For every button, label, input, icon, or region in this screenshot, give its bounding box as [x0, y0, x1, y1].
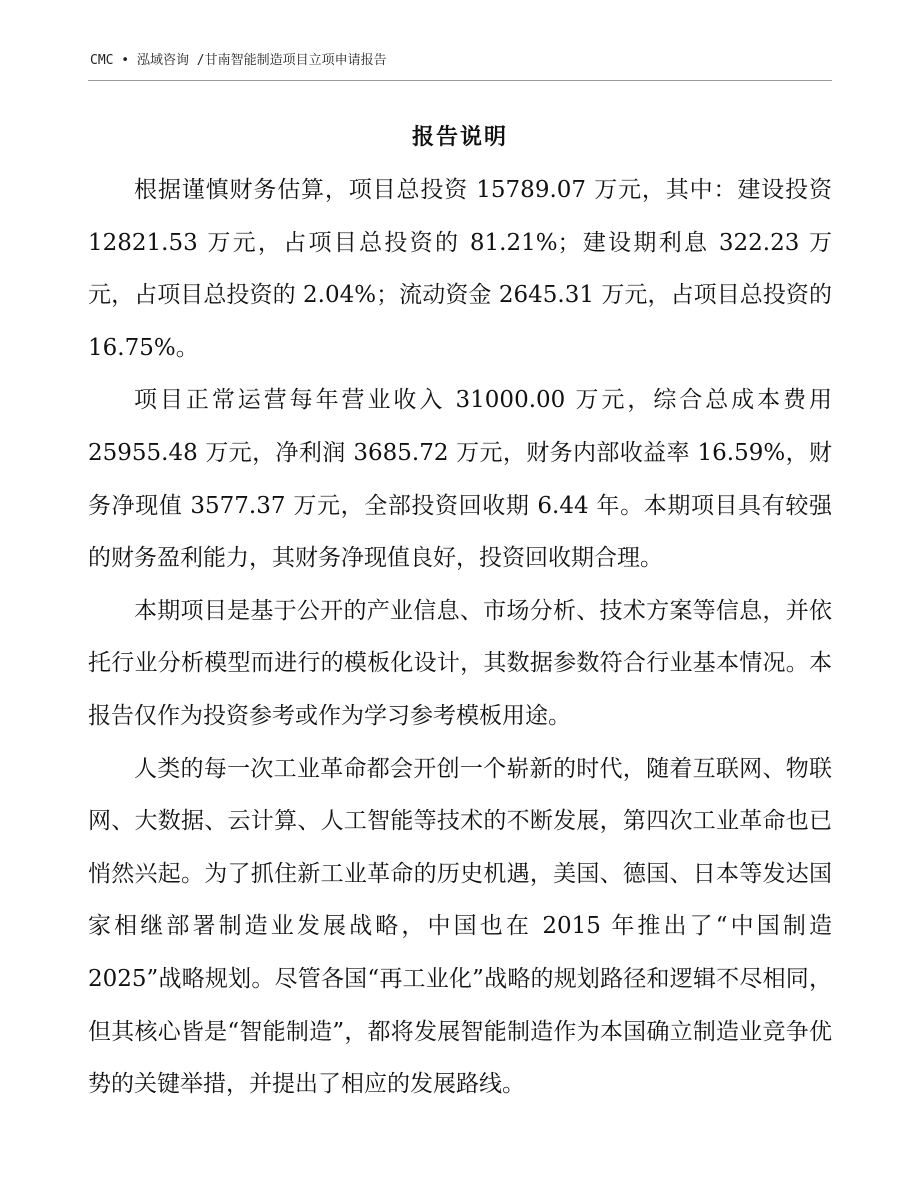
paragraph-revenue: 项目正常运营每年营业收入 31000.00 万元，综合总成本费用 25955.48 万元，净利润 3685.72 万元，财务内部收益率 16.59%，财务净现值 3577.37 万元，全部投资回收期 6.44 年。本期项目具有较强的财务盈利能力，其财务净现值良好，投资回收期合理。 [88, 387, 832, 572]
section-title: 报告说明 [411, 124, 508, 150]
paragraph-investment: 根据谨慎财务估算，项目总投资 15789.07 万元，其中：建设投资 12821.53 万元，占项目总投资的 81.21%；建设期利息 322.23 万元，占项目总投资的 2.04%；流动资金 2645.31 万元，占项目总投资的 16.75%。 [88, 177, 833, 361]
report-body [88, 164, 832, 1111]
header-divider [88, 80, 832, 81]
paragraph-disclaimer: 本期项目是基于公开的产业信息、市场分析、技术方案等信息，并依托行业分析模型而进行的模板化设计，其数据参数符合行业基本情况。本报告仅作为投资参考或作为学习参考模板用途。 [88, 597, 832, 729]
page-header: CMC • 泓域咨询 /甘南智能制造项目立项申请报告 [90, 53, 387, 68]
paragraph-background: 人类的每一次工业革命都会开创一个崭新的时代，随着互联网、物联网、大数据、云计算、人工智能等技术的不断发展，第四次工业革命也已悄然兴起。为了抓住新工业革命的历史机遇，美国、德国、日本等发达国家相继部署制造业发展战略，中国也在 2015 年推出了“中国制造 2025”战略规划。尽管各国“再工业化”战略的规划路径和逻辑不尽相同，但其核心皆是“智能制造”，都将发展智能制造作为本国确立制造业竞争优势的关键举措，并提出了相应的发展路线。 [88, 755, 832, 1098]
